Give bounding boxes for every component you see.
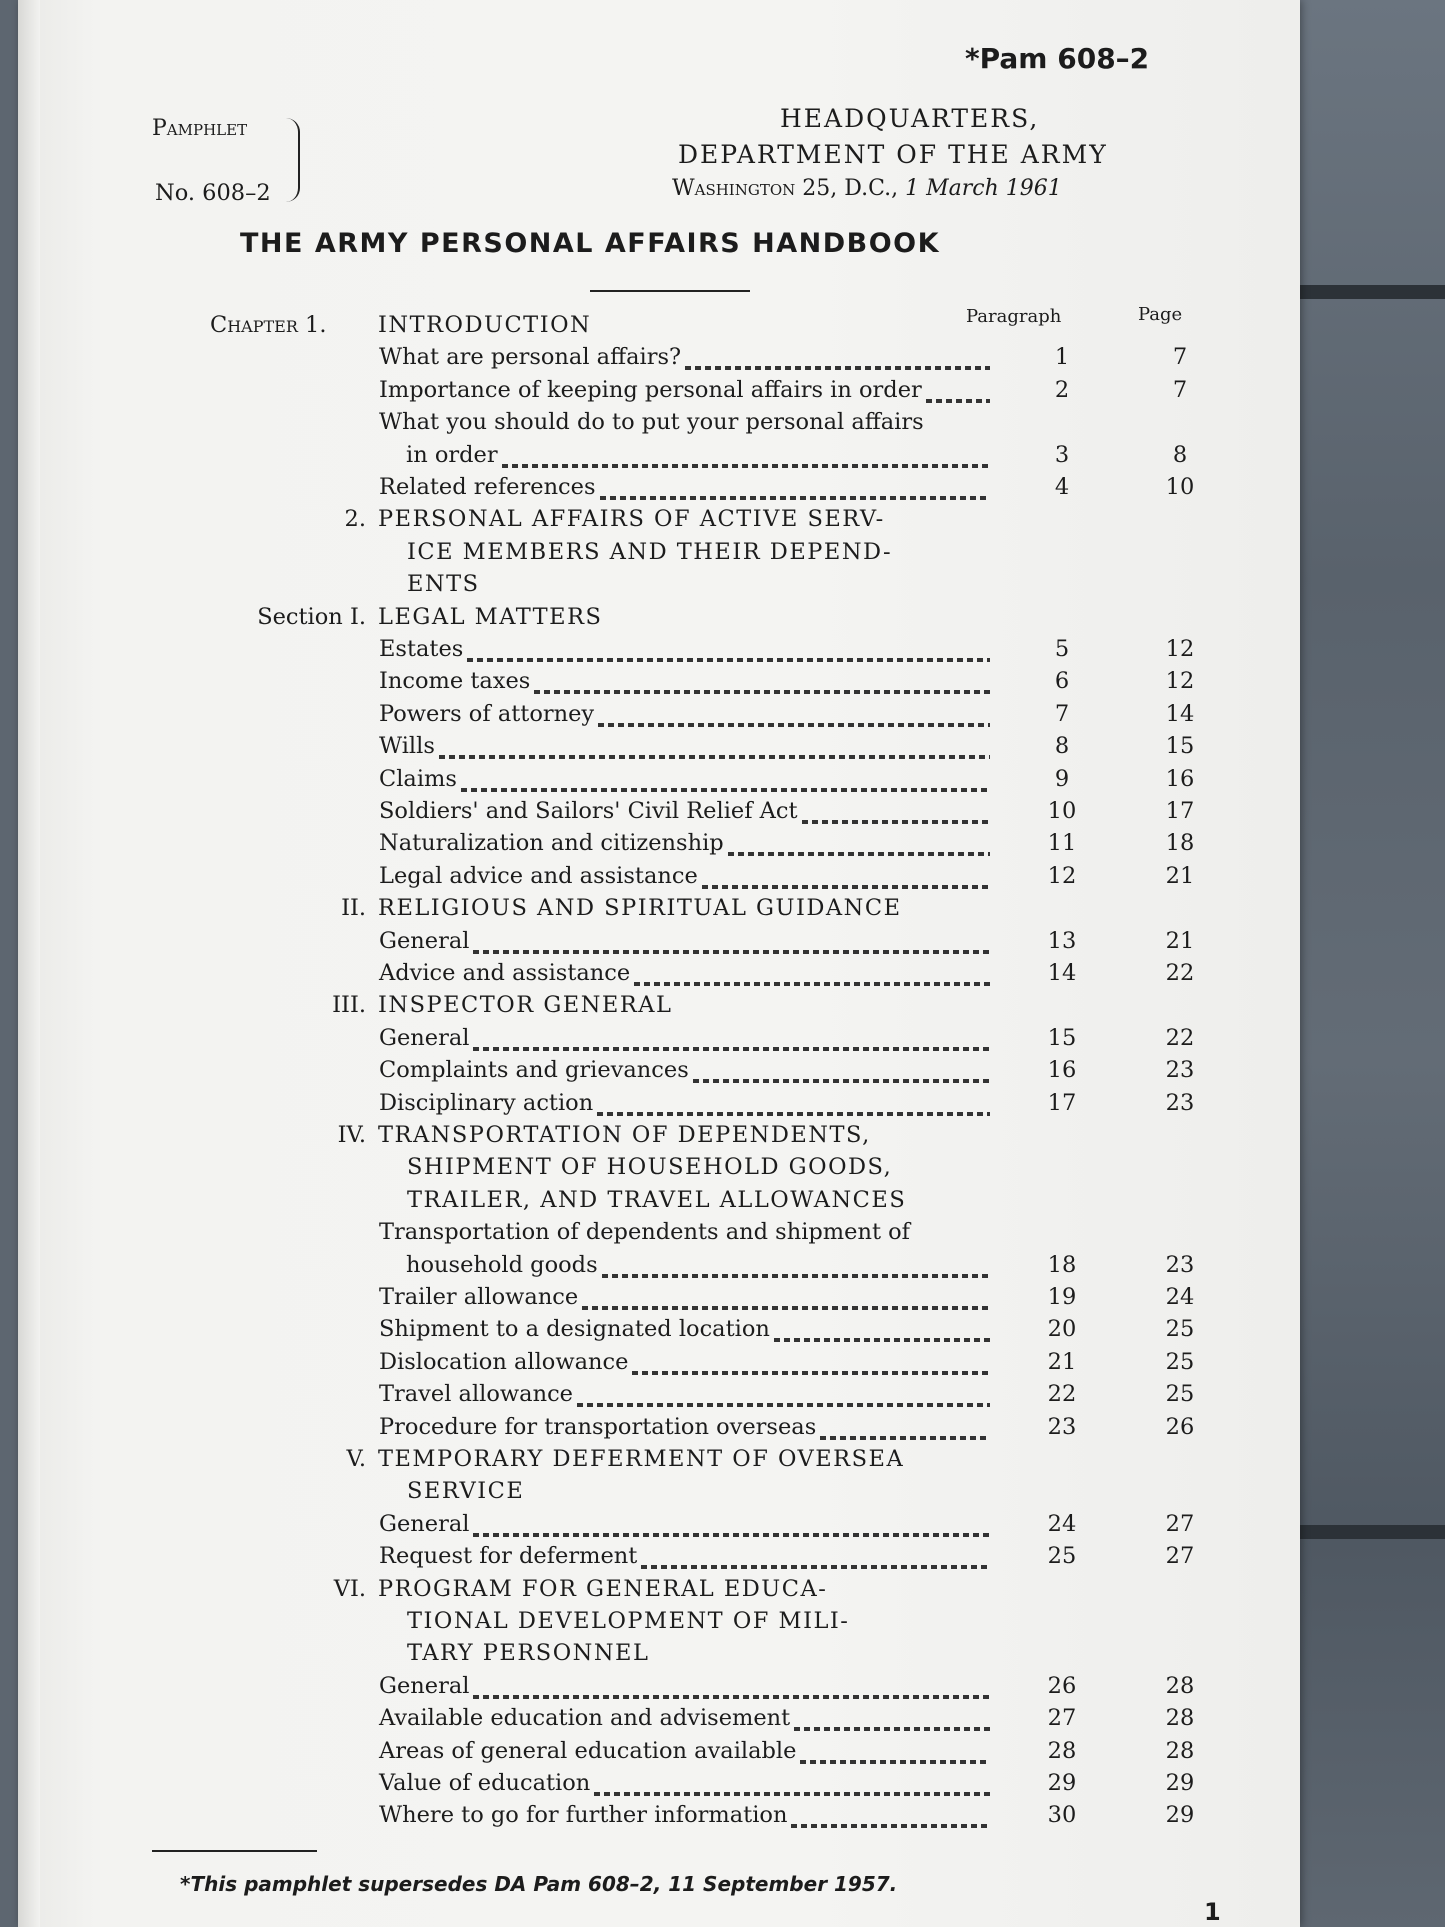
paragraph-number: 8 bbox=[1054, 733, 1070, 760]
paragraph-number: 27 bbox=[1047, 1705, 1077, 1732]
page-number-ref: 27 bbox=[1165, 1543, 1195, 1570]
page-number-ref: 25 bbox=[1165, 1316, 1195, 1343]
entry-text: Complaints and grievances bbox=[379, 1057, 689, 1084]
paragraph-number: 21 bbox=[1047, 1348, 1077, 1375]
section-label: V. bbox=[346, 1446, 366, 1472]
leader-dots bbox=[794, 1727, 990, 1731]
paragraph-number: 14 bbox=[1047, 960, 1077, 986]
entry-text: General bbox=[379, 1672, 470, 1699]
leader-dots bbox=[473, 950, 990, 954]
paragraph-number: 20 bbox=[1047, 1316, 1077, 1343]
hq-city: Washington 25, D.C., bbox=[672, 176, 899, 201]
paragraph-number: 26 bbox=[1047, 1672, 1077, 1699]
paragraph-number: 18 bbox=[1047, 1251, 1077, 1278]
page-number-ref: 18 bbox=[1165, 830, 1195, 857]
section-title: LEGAL MATTERS bbox=[378, 603, 603, 630]
leader-dots bbox=[926, 399, 990, 403]
leader-dots bbox=[641, 1565, 990, 1569]
entry-text: Advice and assistance bbox=[379, 960, 631, 986]
entry-text: Travel allowance bbox=[379, 1381, 573, 1408]
entry-text: Estates bbox=[379, 636, 464, 662]
entry-text: Value of education bbox=[379, 1770, 591, 1796]
leader-dots bbox=[461, 788, 990, 792]
entry-text: Income taxes bbox=[379, 668, 531, 695]
paragraph-number: 24 bbox=[1047, 1510, 1077, 1537]
page-number-ref: 23 bbox=[1165, 1057, 1195, 1084]
footnote: *This pamphlet supersedes DA Pam 608–2, 11 September 1957. bbox=[180, 1872, 898, 1896]
paragraph-number: 22 bbox=[1047, 1381, 1077, 1408]
title-rule bbox=[590, 290, 750, 292]
paragraph-number: 6 bbox=[1054, 668, 1070, 695]
entry-text: Naturalization and citizenship bbox=[379, 830, 724, 857]
brace-icon bbox=[286, 118, 300, 202]
leader-dots bbox=[594, 1792, 990, 1796]
page-number-ref: 24 bbox=[1165, 1284, 1195, 1310]
chapter-label-text: Chapter 1. bbox=[210, 312, 327, 338]
leader-dots bbox=[582, 1306, 990, 1310]
section-title: RELIGIOUS AND SPIRITUAL GUIDANCE bbox=[378, 895, 902, 922]
page-number-ref: 25 bbox=[1165, 1381, 1195, 1408]
entry-text: Where to go for further information bbox=[379, 1802, 788, 1829]
page-number-ref: 12 bbox=[1165, 668, 1195, 695]
page-number-ref: 23 bbox=[1165, 1089, 1195, 1116]
page-number-ref: 28 bbox=[1165, 1737, 1195, 1764]
page-number-ref: 27 bbox=[1165, 1510, 1195, 1537]
page-fold bbox=[18, 0, 40, 1927]
section-label: 2. bbox=[344, 506, 366, 533]
entry-text: What you should do to put your personal affairs bbox=[379, 409, 924, 436]
page-number-ref: 7 bbox=[1172, 344, 1188, 371]
paragraph-number: 29 bbox=[1047, 1770, 1077, 1796]
hq-line1: HEADQUARTERS, bbox=[780, 104, 1040, 133]
entry-text: What are personal affairs? bbox=[379, 344, 682, 371]
leader-dots bbox=[632, 1371, 990, 1375]
column-header-paragraph: Paragraph bbox=[966, 306, 1062, 327]
pamphlet-label: Pamphlet bbox=[152, 116, 248, 141]
paragraph-number: 23 bbox=[1047, 1413, 1077, 1440]
section-title: SHIPMENT OF HOUSEHOLD GOODS, bbox=[407, 1154, 893, 1181]
page-number-ref: 25 bbox=[1165, 1348, 1195, 1375]
leader-dots bbox=[693, 1079, 990, 1083]
paragraph-number: 13 bbox=[1047, 927, 1077, 954]
entry-text: Shipment to a designated location bbox=[379, 1316, 770, 1343]
page-number-ref: 8 bbox=[1172, 441, 1188, 468]
entry-text: Soldiers' and Sailors' Civil Relief Act bbox=[379, 798, 798, 824]
page-number-ref: 17 bbox=[1165, 798, 1195, 824]
entry-text: Legal advice and assistance bbox=[379, 862, 698, 889]
entry-text: in order bbox=[406, 441, 498, 468]
page-number-ref: 14 bbox=[1165, 700, 1195, 727]
page-number-ref: 28 bbox=[1165, 1705, 1195, 1732]
leader-dots bbox=[728, 852, 990, 856]
document-title: THE ARMY PERSONAL AFFAIRS HANDBOOK bbox=[240, 228, 941, 259]
page-number-ref: 7 bbox=[1172, 376, 1188, 403]
paragraph-number: 3 bbox=[1054, 441, 1070, 468]
section-title: PERSONAL AFFAIRS OF ACTIVE SERV- bbox=[378, 506, 885, 533]
leader-dots bbox=[702, 885, 990, 889]
section-title: TIONAL DEVELOPMENT OF MILI- bbox=[407, 1608, 850, 1634]
section-title: TARY PERSONNEL bbox=[407, 1640, 650, 1667]
leader-dots bbox=[602, 1274, 990, 1278]
pam-number: *Pam 608–2 bbox=[965, 42, 1150, 75]
leader-dots bbox=[467, 658, 990, 662]
paragraph-number: 7 bbox=[1054, 700, 1070, 727]
entry-text: Transportation of dependents and shipment of bbox=[379, 1219, 911, 1246]
paragraph-number: 17 bbox=[1047, 1089, 1077, 1116]
entry-text: General bbox=[379, 927, 470, 954]
leader-dots bbox=[597, 1112, 990, 1116]
paragraph-number: 19 bbox=[1047, 1284, 1077, 1310]
leader-dots bbox=[577, 1403, 990, 1407]
paragraph-number: 5 bbox=[1054, 636, 1070, 662]
page-number-ref: 10 bbox=[1165, 474, 1195, 500]
paragraph-number: 11 bbox=[1047, 830, 1077, 857]
entry-text: Related references bbox=[379, 474, 596, 500]
paragraph-number: 28 bbox=[1047, 1737, 1077, 1764]
section-title: TRANSPORTATION OF DEPENDENTS, bbox=[378, 1122, 871, 1148]
section-label: IV. bbox=[337, 1122, 366, 1148]
entry-text: Dislocation allowance bbox=[379, 1348, 629, 1375]
section-title: ICE MEMBERS AND THEIR DEPEND- bbox=[407, 538, 893, 565]
section-title: TRAILER, AND TRAVEL ALLOWANCES bbox=[407, 1186, 907, 1213]
leader-dots bbox=[473, 1533, 990, 1537]
entry-text: household goods bbox=[406, 1251, 598, 1278]
page-number-ref: 16 bbox=[1165, 765, 1195, 792]
pamphlet-no: No. 608–2 bbox=[155, 180, 271, 206]
footnote-rule bbox=[152, 1850, 317, 1852]
paragraph-number: 9 bbox=[1054, 765, 1070, 792]
chapter-title: INTRODUCTION bbox=[378, 312, 592, 338]
paragraph-number: 4 bbox=[1054, 474, 1070, 500]
plank-gap bbox=[1290, 1525, 1445, 1539]
leader-dots bbox=[800, 1760, 990, 1764]
section-title: INSPECTOR GENERAL bbox=[378, 992, 673, 1019]
leader-dots bbox=[802, 820, 990, 824]
section-label: III. bbox=[332, 992, 366, 1019]
leader-dots bbox=[534, 690, 990, 694]
paragraph-number: 25 bbox=[1047, 1543, 1077, 1570]
section-label: Section I. bbox=[257, 603, 366, 630]
entry-text: Procedure for transportation overseas bbox=[379, 1413, 817, 1440]
entry-text: Powers of attorney bbox=[379, 700, 595, 727]
leader-dots bbox=[598, 723, 990, 727]
paragraph-number: 30 bbox=[1047, 1802, 1077, 1829]
page-number-ref: 21 bbox=[1165, 927, 1195, 954]
page-number-ref: 29 bbox=[1165, 1802, 1195, 1829]
paragraph-number: 1 bbox=[1054, 344, 1070, 371]
entry-text: Trailer allowance bbox=[379, 1284, 579, 1310]
leader-dots bbox=[791, 1824, 990, 1828]
entry-text: Areas of general education available bbox=[379, 1737, 797, 1764]
leader-dots bbox=[502, 464, 990, 468]
column-header-page: Page bbox=[1138, 304, 1183, 325]
entry-text: Available education and advisement bbox=[379, 1705, 791, 1732]
leader-dots bbox=[600, 496, 990, 500]
hq-date: 1 March 1961 bbox=[905, 176, 1062, 201]
paragraph-number: 16 bbox=[1047, 1057, 1077, 1084]
plank-gap bbox=[1290, 285, 1445, 299]
hq-place bbox=[672, 176, 1062, 201]
page-number-ref: 29 bbox=[1165, 1770, 1195, 1796]
entry-text: General bbox=[379, 1024, 470, 1051]
entry-text: General bbox=[379, 1510, 470, 1537]
entry-text: Disciplinary action bbox=[379, 1089, 594, 1116]
leader-dots bbox=[473, 1047, 990, 1051]
paragraph-number: 10 bbox=[1047, 798, 1077, 824]
page-number-ref: 28 bbox=[1165, 1672, 1195, 1699]
section-title: PROGRAM FOR GENERAL EDUCA- bbox=[378, 1575, 828, 1602]
section-title: ENTS bbox=[407, 571, 480, 598]
leader-dots bbox=[634, 982, 990, 986]
page-number-ref: 15 bbox=[1165, 733, 1195, 760]
page-number-ref: 21 bbox=[1165, 862, 1195, 889]
leader-dots bbox=[774, 1338, 990, 1342]
page-number: 1 bbox=[1204, 1898, 1221, 1926]
entry-text: Wills bbox=[379, 733, 435, 760]
leader-dots bbox=[820, 1436, 990, 1440]
entry-text: Request for deferment bbox=[379, 1543, 638, 1570]
page-number-ref: 23 bbox=[1165, 1251, 1195, 1278]
entry-text: Importance of keeping personal affairs in order bbox=[379, 376, 922, 403]
paragraph-number: 12 bbox=[1047, 862, 1077, 889]
section-title: TEMPORARY DEFERMENT OF OVERSEA bbox=[378, 1446, 905, 1472]
page-number-ref: 22 bbox=[1165, 960, 1195, 986]
paragraph-number: 2 bbox=[1054, 376, 1070, 403]
entry-text: Claims bbox=[379, 765, 457, 792]
leader-dots bbox=[685, 366, 990, 370]
section-title: SERVICE bbox=[407, 1478, 525, 1505]
leader-dots bbox=[439, 755, 990, 759]
paragraph-number: 15 bbox=[1047, 1024, 1077, 1051]
leader-dots bbox=[473, 1695, 990, 1699]
section-label: VI. bbox=[333, 1575, 366, 1602]
chapter-label bbox=[210, 312, 327, 338]
section-label: II. bbox=[341, 895, 366, 922]
hq-line2: DEPARTMENT OF THE ARMY bbox=[678, 140, 1108, 169]
page-number-ref: 26 bbox=[1165, 1413, 1195, 1440]
page-number-ref: 12 bbox=[1165, 636, 1195, 662]
page-number-ref: 22 bbox=[1165, 1024, 1195, 1051]
